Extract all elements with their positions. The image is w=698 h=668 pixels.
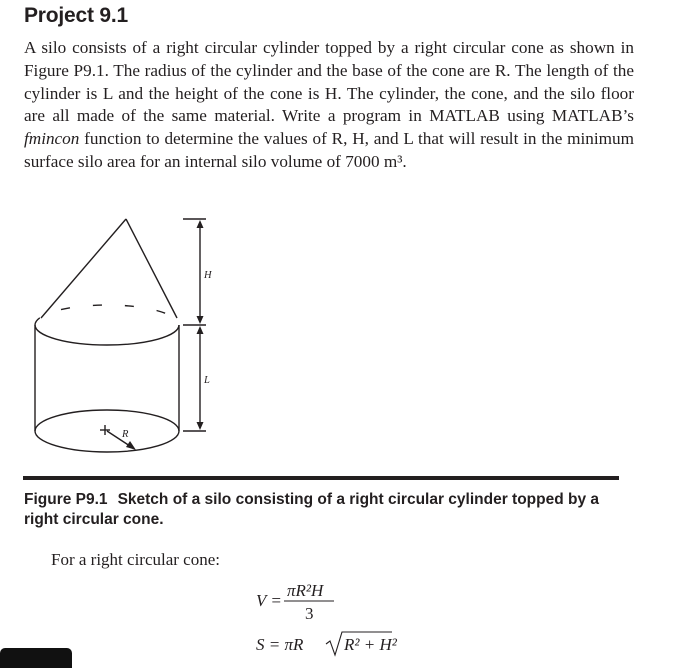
bottom-tab-edge	[0, 648, 72, 668]
function-name: fmincon	[24, 129, 80, 149]
caption-number: Figure P9.1	[24, 491, 108, 508]
surface-radicand: R² + H²	[344, 635, 397, 654]
label-r: R	[122, 429, 129, 440]
problem-text-part-1: A silo consists of a right circular cylinder topped by a right circular cone as shown in Figure P9.1. The radius of the cylinder and the base of the cone are R. The length of the cylinder is L and the height of the cone is H. The cylinder, the cone, and the silo floor are all made of the same material. Write a program in MATLAB using MATLAB’s	[24, 38, 634, 126]
project-title: Project 9.1	[24, 4, 129, 27]
label-h: H	[204, 270, 212, 281]
problem-text-part-2: function to determine the values of R, H, and L that will result in the minimum surface silo area for an internal silo volume of 7000 m³.	[24, 129, 634, 171]
volume-denominator: 3	[305, 604, 314, 623]
volume-lhs: V =	[256, 591, 282, 610]
volume-numerator: πR²H	[287, 581, 324, 600]
surface-lhs: S = πR	[256, 635, 304, 654]
formula-intro: For a right circular cone:	[51, 550, 220, 569]
label-l: L	[204, 375, 210, 386]
caption-text: Sketch of a silo consisting of a right circular cylinder topped by a right circular cone.	[24, 491, 600, 528]
